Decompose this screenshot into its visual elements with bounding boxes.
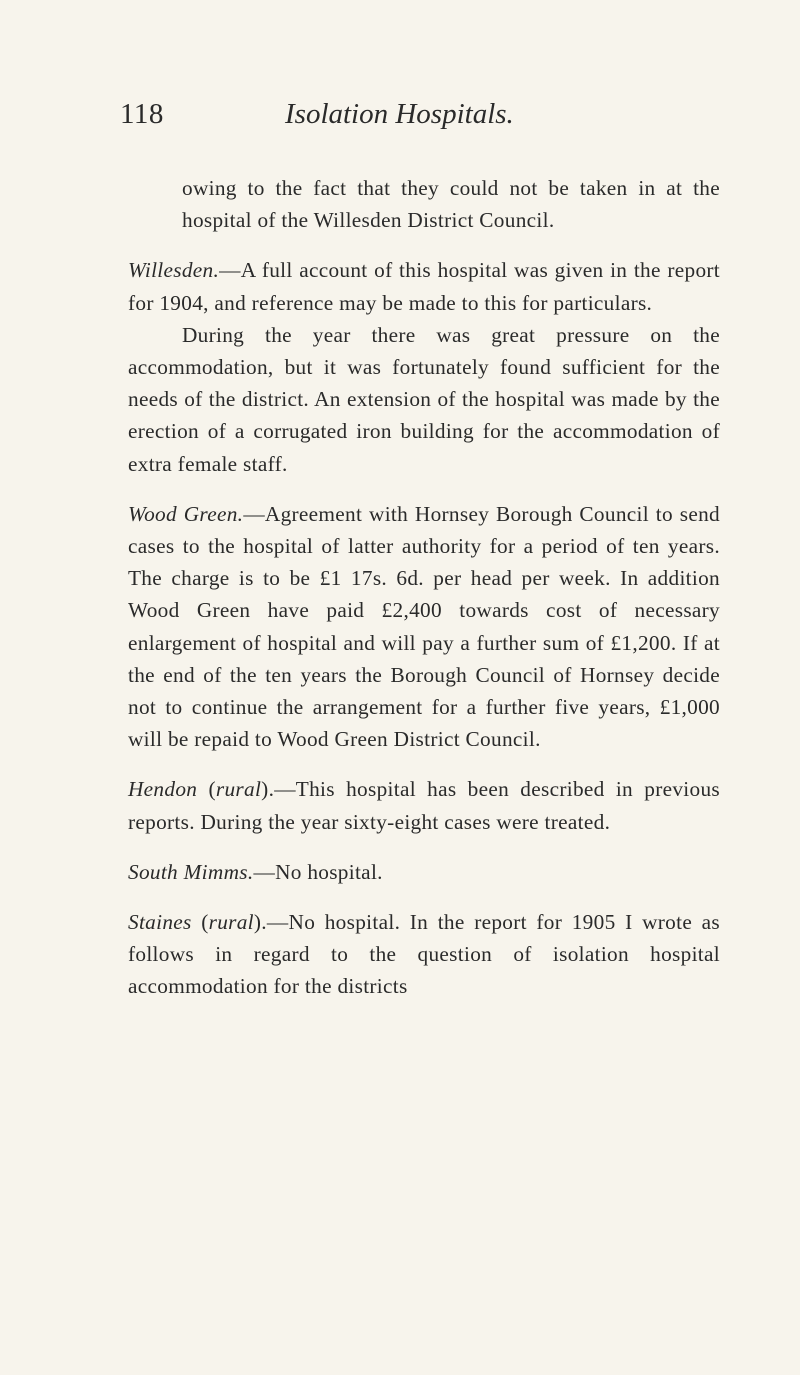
paren-open: ( (197, 777, 216, 802)
page-header (0, 98, 800, 138)
body-text (128, 172, 720, 1003)
section-qualifier-rural: rural (215, 777, 262, 802)
page-number: 118 (120, 98, 164, 130)
section-heading-staines: Staines (128, 910, 192, 935)
section-heading-south-mimms: South Mimms. (128, 859, 254, 884)
paragraph-staines (128, 906, 720, 1003)
running-title: Isolation Hospitals. (285, 98, 514, 130)
section-qualifier-rural: rural (208, 910, 254, 935)
paragraph-willesden (128, 254, 720, 318)
paragraph-text: During the year there was great pressure on the accommodation, but it was fortunately found sufficient for the needs of the district. An extension of the hospital was made by the erection of a corrugated iron building for the accommodation of extra female staff. (128, 322, 720, 476)
paragraph-text: —Agreement with Hornsey Borough Council to send cases to the hospital of latter authority for a period of ten years. The charge is to be £1 17s. 6d. per head per week. In addition Wood Green have paid £2,400 towards cost of necessary enlargement of hospital and will pay a further sum of £1,200. If at the end of the ten years the Borough Council of Hornsey decide not to continue the arrangement for a further five years, £1,000 will be repaid to Wood Green District Council. (128, 501, 720, 752)
section-heading-wood-green: Wood Green. (128, 501, 244, 526)
paragraph-text: ).—This hospital has been described in previous reports. During the year sixty-eight cases were treated. (128, 777, 720, 834)
paragraph-text: —No hospital. (253, 859, 383, 884)
paragraph-south-mimms (128, 856, 720, 888)
paragraph-wood-green (128, 498, 720, 756)
section-heading-hendon: Hendon (128, 777, 198, 802)
paragraph-during-year (128, 319, 720, 480)
section-heading-willesden: Willesden. (128, 258, 220, 283)
paragraph-text: owing to the fact that they could not be taken in at the hospital of the Willesden District Council. (182, 176, 720, 233)
paren-open: ( (191, 910, 209, 935)
paragraph-owing (128, 172, 720, 236)
paragraph-hendon (128, 773, 720, 837)
paragraph-text: —A full account of this hospital was given in the report for 1904, and reference may be made to this for particulars. (128, 258, 720, 315)
paragraph-text: ).—No hospital. In the report for 1905 I wrote as follows in regard to the question of isolation hospital accommodation for the districts (128, 910, 720, 999)
